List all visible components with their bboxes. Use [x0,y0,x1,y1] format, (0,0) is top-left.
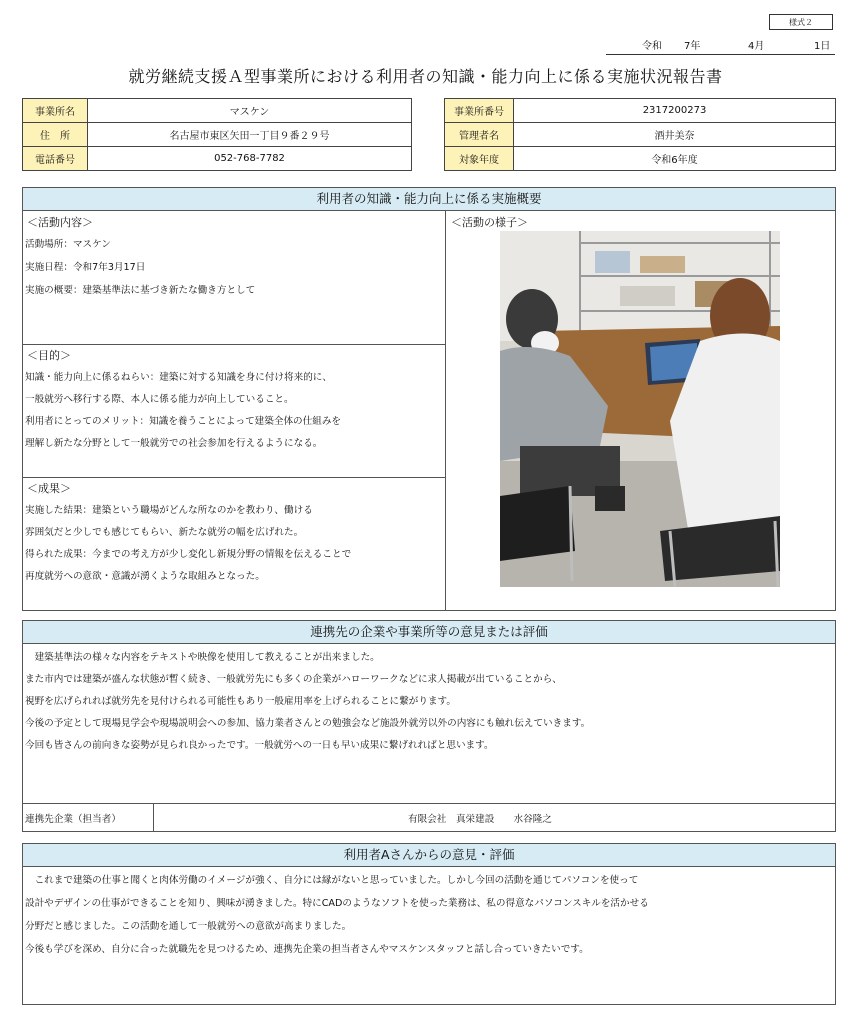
partner-line: 今後の予定として現場見学会や現場説明会への参加、協力業者さんとの勉強会など施設外就労以外の内容にも触れ伝えていきます。 [25,718,591,729]
date-era: 令和 [642,41,662,52]
target-year-value: 令和6年度 [514,147,836,171]
purpose-divider [23,344,445,345]
target-year-label: 対象年度 [445,147,514,171]
partner-line: 今回も皆さんの前向きな姿勢が見られ良かったです。一般就労への一日も早い成果に繋げれればと思います。 [25,740,494,751]
address-label: 住 所 [23,123,88,147]
user-opinion-line: 分野だと感じました。この活動を通して一般就労への意欲が高まりました。 [25,921,352,932]
office-info-table [22,98,412,171]
result-divider [23,477,445,478]
phone-value: 052-768-7782 [88,147,412,171]
address-value: 名古屋市東区矢田一丁目９番２９号 [88,123,412,147]
photo-heading: ＜活動の様子＞ [451,216,528,229]
partner-header: 連携先の企業や事業所等の意見または評価 [23,621,835,644]
office-number-value: 2317200273 [514,99,836,123]
activity-line: 活動場所：マスケン [25,239,111,250]
office-meta-table [444,98,836,171]
purpose-line: 利用者にとってのメリット：知識を養うことによって建築全体の仕組みを [25,416,342,427]
overview-divider [445,210,446,611]
result-line: 再度就労への意欲・意識が湧くような取組みとなった。 [25,571,265,582]
office-number-label: 事業所番号 [445,99,514,123]
form-number-label: 様式２ [769,14,833,30]
user-opinion-section [22,843,836,1005]
manager-value: 酒井美奈 [514,123,836,147]
result-heading: ＜成果＞ [27,482,71,495]
page-title: 就労継続支援Ａ型事業所における利用者の知識・能力向上に係る実施状況報告書 [128,67,723,86]
partner-line: 建築基準法の様々な内容をテキストや映像を使用して教えることが出来ました。 [25,652,380,663]
report-date [606,34,835,55]
overview-section [22,187,836,611]
overview-header: 利用者の知識・能力向上に係る実施概要 [23,188,835,211]
user-opinion-line: 設計やデザインの仕事ができることを知り、興味が湧きました。特にCADのようなソフトを使った業務は、私の得意なパソコンスキルを活かせる [25,898,649,909]
purpose-line: 理解し新たな分野として一般就労での社会参加を行えるようになる。 [25,438,323,449]
user-opinion-header: 利用者Aさんからの意見・評価 [23,844,835,867]
purpose-heading: ＜目的＞ [27,349,71,362]
contact-column-divider [153,803,154,831]
phone-label: 電話番号 [23,147,88,171]
partner-line: また市内では建築が盛んな状態が暫く続き、一般就労先にも多くの企業がハローワークなどに求人掲載が出ていることから、 [25,674,562,685]
activity-line: 実施の概要：建築基準法に基づき新たな働き方として [25,285,256,296]
activity-photo [500,231,780,587]
purpose-line: 知識・能力向上に係るねらい：建築に対する知識を身に付け将来的に、 [25,372,332,383]
activity-line: 実施日程：令和7年3月17日 [25,262,146,273]
contact-value: 有限会社 真栄建設 水谷隆之 [408,814,552,825]
user-opinion-line: これまで建築の仕事と聞くと肉体労働のイメージが強く、自分には縁がないと思っていました。しかし今回の活動を通じてパソコンを使って [25,875,639,886]
purpose-line: 一般就労へ移行する際、本人に係る能力が向上していること。 [25,394,294,405]
contact-label: 連携先企業（担当者） [25,814,121,825]
user-opinion-line: 今後も学びを深め、自分に合った就職先を見つけるため、連携先企業の担当者さんやマスケンスタッフと話し合っていきたいです。 [25,944,589,955]
activity-heading: ＜活動内容＞ [27,216,93,229]
result-line: 実施した結果：建築という職場がどんな所なのかを教わり、働ける [25,505,313,516]
partner-section [22,620,836,832]
office-name-label: 事業所名 [23,99,88,123]
result-line: 雰囲気だと少しでも感じてもらい、新たな就労の幅を広げれた。 [25,527,304,538]
partner-line: 視野を広げられれば就労先を見付けられる可能性もあり一般雇用率を上げられることに繋がります。 [25,696,456,707]
contact-divider [23,803,835,804]
date-year: 7年 [684,41,701,52]
manager-label: 管理者名 [445,123,514,147]
result-line: 得られた成果：今までの考え方が少し変化し新規分野の情報を伝えることで [25,549,352,560]
office-name-value: マスケン [88,99,412,123]
date-day: 1日 [814,41,831,52]
date-month: 4月 [748,41,765,52]
